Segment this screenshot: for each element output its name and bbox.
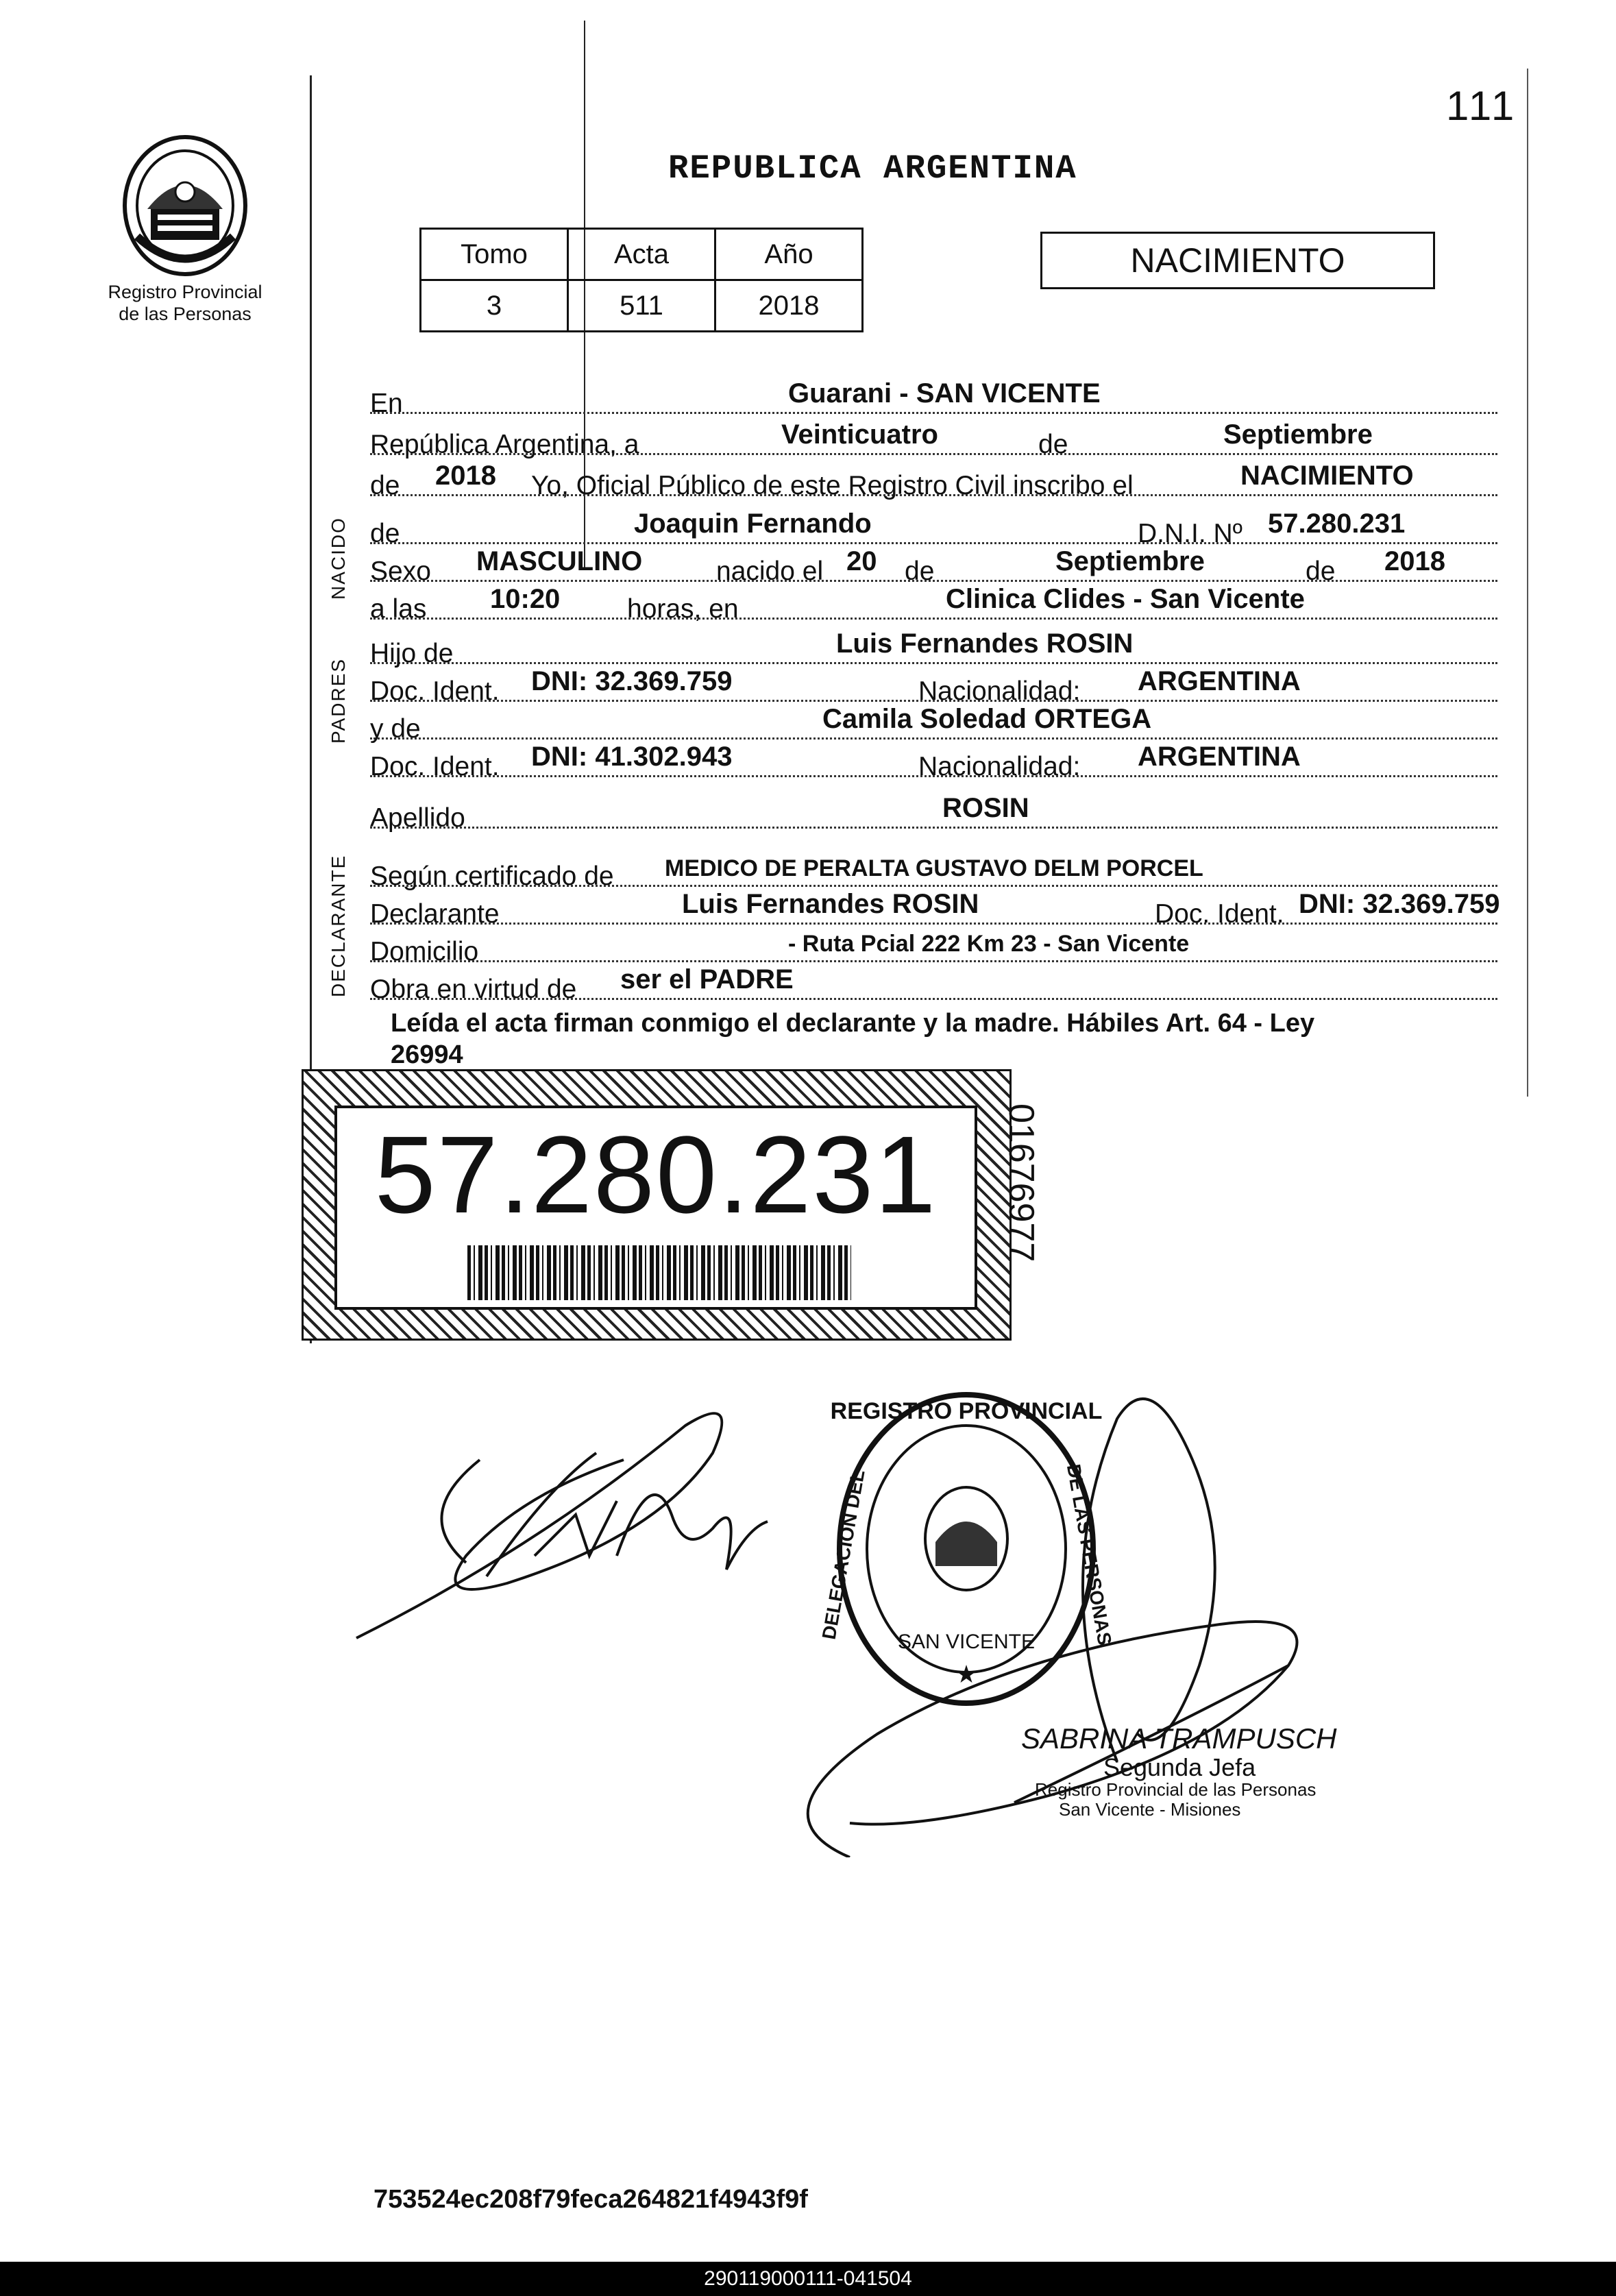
nacido-de-anio-label: de <box>1306 557 1336 586</box>
en-label: En <box>370 389 403 418</box>
barcode-icon <box>467 1245 851 1300</box>
document-hash: 753524ec208f79feca264821f4943f9f <box>374 2185 808 2214</box>
certificado-label: Según certificado de <box>370 862 614 891</box>
provincial-seal-logo <box>96 134 274 325</box>
de-label-2: de <box>370 471 400 500</box>
certificado-value: MEDICO DE PERALTA GUSTAVO DELM PORCEL <box>665 855 1203 881</box>
logo-caption-line2: de las Personas <box>119 304 252 324</box>
padres-divider <box>310 641 312 788</box>
signatures-overlay <box>329 1378 1494 1857</box>
mes-value: Septiembre <box>1223 419 1373 450</box>
obra-value: ser el PADRE <box>620 964 794 994</box>
nacido-section-label: NACIDO <box>328 517 349 600</box>
declarante-nombre: Luis Fernandes ROSIN <box>682 889 979 919</box>
nacido-divider <box>310 517 312 627</box>
official-office: Registro Provincial de las Personas <box>1035 1779 1317 1800</box>
dni-sticker-number: 57.280.231 <box>374 1113 938 1236</box>
legal-text-line1: Leída el acta firman conmigo el declarante y la madre. Hábiles Art. 64 - Ley <box>391 1009 1315 1038</box>
nacido-de-label: de <box>370 519 400 548</box>
row-en <box>370 374 1497 418</box>
anio-value: 2018 <box>715 280 863 332</box>
hijo-de-label: Hijo de <box>370 639 454 668</box>
row-hora <box>370 579 1497 624</box>
lugar-value: Guarani - SAN VICENTE <box>788 378 1101 408</box>
record-type-box: NACIMIENTO <box>1040 232 1435 289</box>
logo-caption-line1: Registro Provincial <box>108 282 262 302</box>
padres-section-label: PADRES <box>328 657 349 744</box>
madre-doc-label: Doc. Ident. <box>370 752 500 781</box>
registry-stamp-icon <box>818 1395 1116 1703</box>
republica-label: República Argentina, a <box>370 430 639 459</box>
legal-text-line2: 26994 <box>391 1040 463 1069</box>
row-sexo <box>370 541 1497 586</box>
apellido-label: Apellido <box>370 803 465 833</box>
svg-text:DELEGACION DEL: DELEGACION DEL <box>818 1468 869 1641</box>
padre-doc: DNI: 32.369.759 <box>531 666 733 696</box>
nacido-mes: Septiembre <box>1055 546 1205 576</box>
nacido-nombre: Joaquin Fernando <box>634 509 872 539</box>
tomo-value: 3 <box>421 280 568 332</box>
padre-nac-label: Nacionalidad: <box>918 676 1081 706</box>
dni-sticker <box>302 1069 1012 1341</box>
declarante-doc: DNI: 32.369.759 <box>1299 889 1500 919</box>
misiones-seal-icon <box>120 134 250 278</box>
tomo-header: Tomo <box>421 229 568 280</box>
madre-nacionalidad: ARGENTINA <box>1138 742 1301 772</box>
de-label-1: de <box>1038 430 1068 459</box>
row-obra <box>370 960 1497 1004</box>
dni-stub-number: 01676977 <box>1001 1103 1041 1262</box>
row-apellido <box>370 788 1497 833</box>
lugar-nacimiento: Clinica Clides - San Vicente <box>946 584 1305 614</box>
svg-text:DE LAS PERSONAS: DE LAS PERSONAS <box>1062 1462 1116 1647</box>
row-inscribo <box>370 456 1497 500</box>
declarante-doc-label: Doc. Ident. <box>1155 899 1284 929</box>
dni-stub <box>997 1097 1045 1323</box>
official-location: San Vicente - Misiones <box>1059 1799 1241 1820</box>
inscribo-value: NACIMIENTO <box>1240 461 1414 491</box>
anio-value-intro: 2018 <box>435 461 496 491</box>
footer-code: 290119000111-041504 <box>0 2262 1616 2296</box>
domicilio-value: - Ruta Pcial 222 Km 23 - San Vicente <box>788 931 1190 957</box>
official-name: SABRINA TRAMPUSCH <box>1021 1722 1337 1755</box>
row-madre-doc <box>370 737 1497 781</box>
row-republica <box>370 415 1497 459</box>
row-hijo-de <box>370 624 1497 668</box>
padre-doc-label: Doc. Ident. <box>370 676 500 706</box>
reference-table <box>419 228 864 332</box>
nacido-dni: 57.280.231 <box>1268 509 1406 539</box>
row-certificado <box>370 846 1497 891</box>
svg-text:SAN VICENTE: SAN VICENTE <box>897 1631 1036 1653</box>
madre-nombre: Camila Soledad ORTEGA <box>822 704 1152 734</box>
y-de-label: y de <box>370 714 421 744</box>
row-domicilio <box>370 922 1497 966</box>
declarante-divider <box>310 853 312 1001</box>
nacido-dia: 20 <box>846 546 877 576</box>
alas-label: a las <box>370 594 427 624</box>
nacido-de-mes-label: de <box>905 557 935 586</box>
hora-value: 10:20 <box>490 584 561 614</box>
right-margin-line <box>1527 69 1528 1097</box>
row-declarante <box>370 884 1500 929</box>
padre-nombre: Luis Fernandes ROSIN <box>836 628 1134 659</box>
obra-label: Obra en virtud de <box>370 975 577 1004</box>
anio-header: Año <box>715 229 863 280</box>
padre-nacionalidad: ARGENTINA <box>1138 666 1301 696</box>
declarante-signature-icon <box>356 1413 768 1638</box>
dni-sticker-inner <box>334 1106 977 1310</box>
acta-value: 511 <box>568 280 715 332</box>
sexo-label: Sexo <box>370 557 431 586</box>
horas-label: horas, en <box>627 594 739 624</box>
official-role: Segunda Jefa <box>1103 1753 1256 1781</box>
nacido-el-label: nacido el <box>716 557 824 586</box>
apellido-value: ROSIN <box>942 793 1029 823</box>
row-y-de <box>370 699 1497 744</box>
sexo-value: MASCULINO <box>476 546 643 576</box>
inscribo-label: Yo, Oficial Público de este Registro Civil inscribo el <box>531 471 1134 500</box>
madre-doc: DNI: 41.302.943 <box>531 742 733 772</box>
madre-nac-label: Nacionalidad: <box>918 752 1081 781</box>
svg-text:★: ★ <box>955 1661 978 1689</box>
domicilio-label: Domicilio <box>370 937 479 966</box>
page-number: 111 <box>1446 83 1517 129</box>
dia-value: Veinticuatro <box>781 419 938 450</box>
declarante-section-label: DECLARANTE <box>328 854 349 997</box>
declarante-label: Declarante <box>370 899 500 929</box>
page-title: REPUBLICA ARGENTINA <box>668 149 1077 188</box>
dni-label: D.N.I. Nº <box>1138 519 1242 548</box>
nacido-anio: 2018 <box>1384 546 1445 576</box>
row-nacido-nombre <box>370 504 1497 548</box>
legal-text <box>391 1007 1487 1071</box>
svg-text:REGISTRO PROVINCIAL: REGISTRO PROVINCIAL <box>830 1398 1103 1424</box>
row-padre-doc <box>370 661 1497 706</box>
acta-header: Acta <box>568 229 715 280</box>
